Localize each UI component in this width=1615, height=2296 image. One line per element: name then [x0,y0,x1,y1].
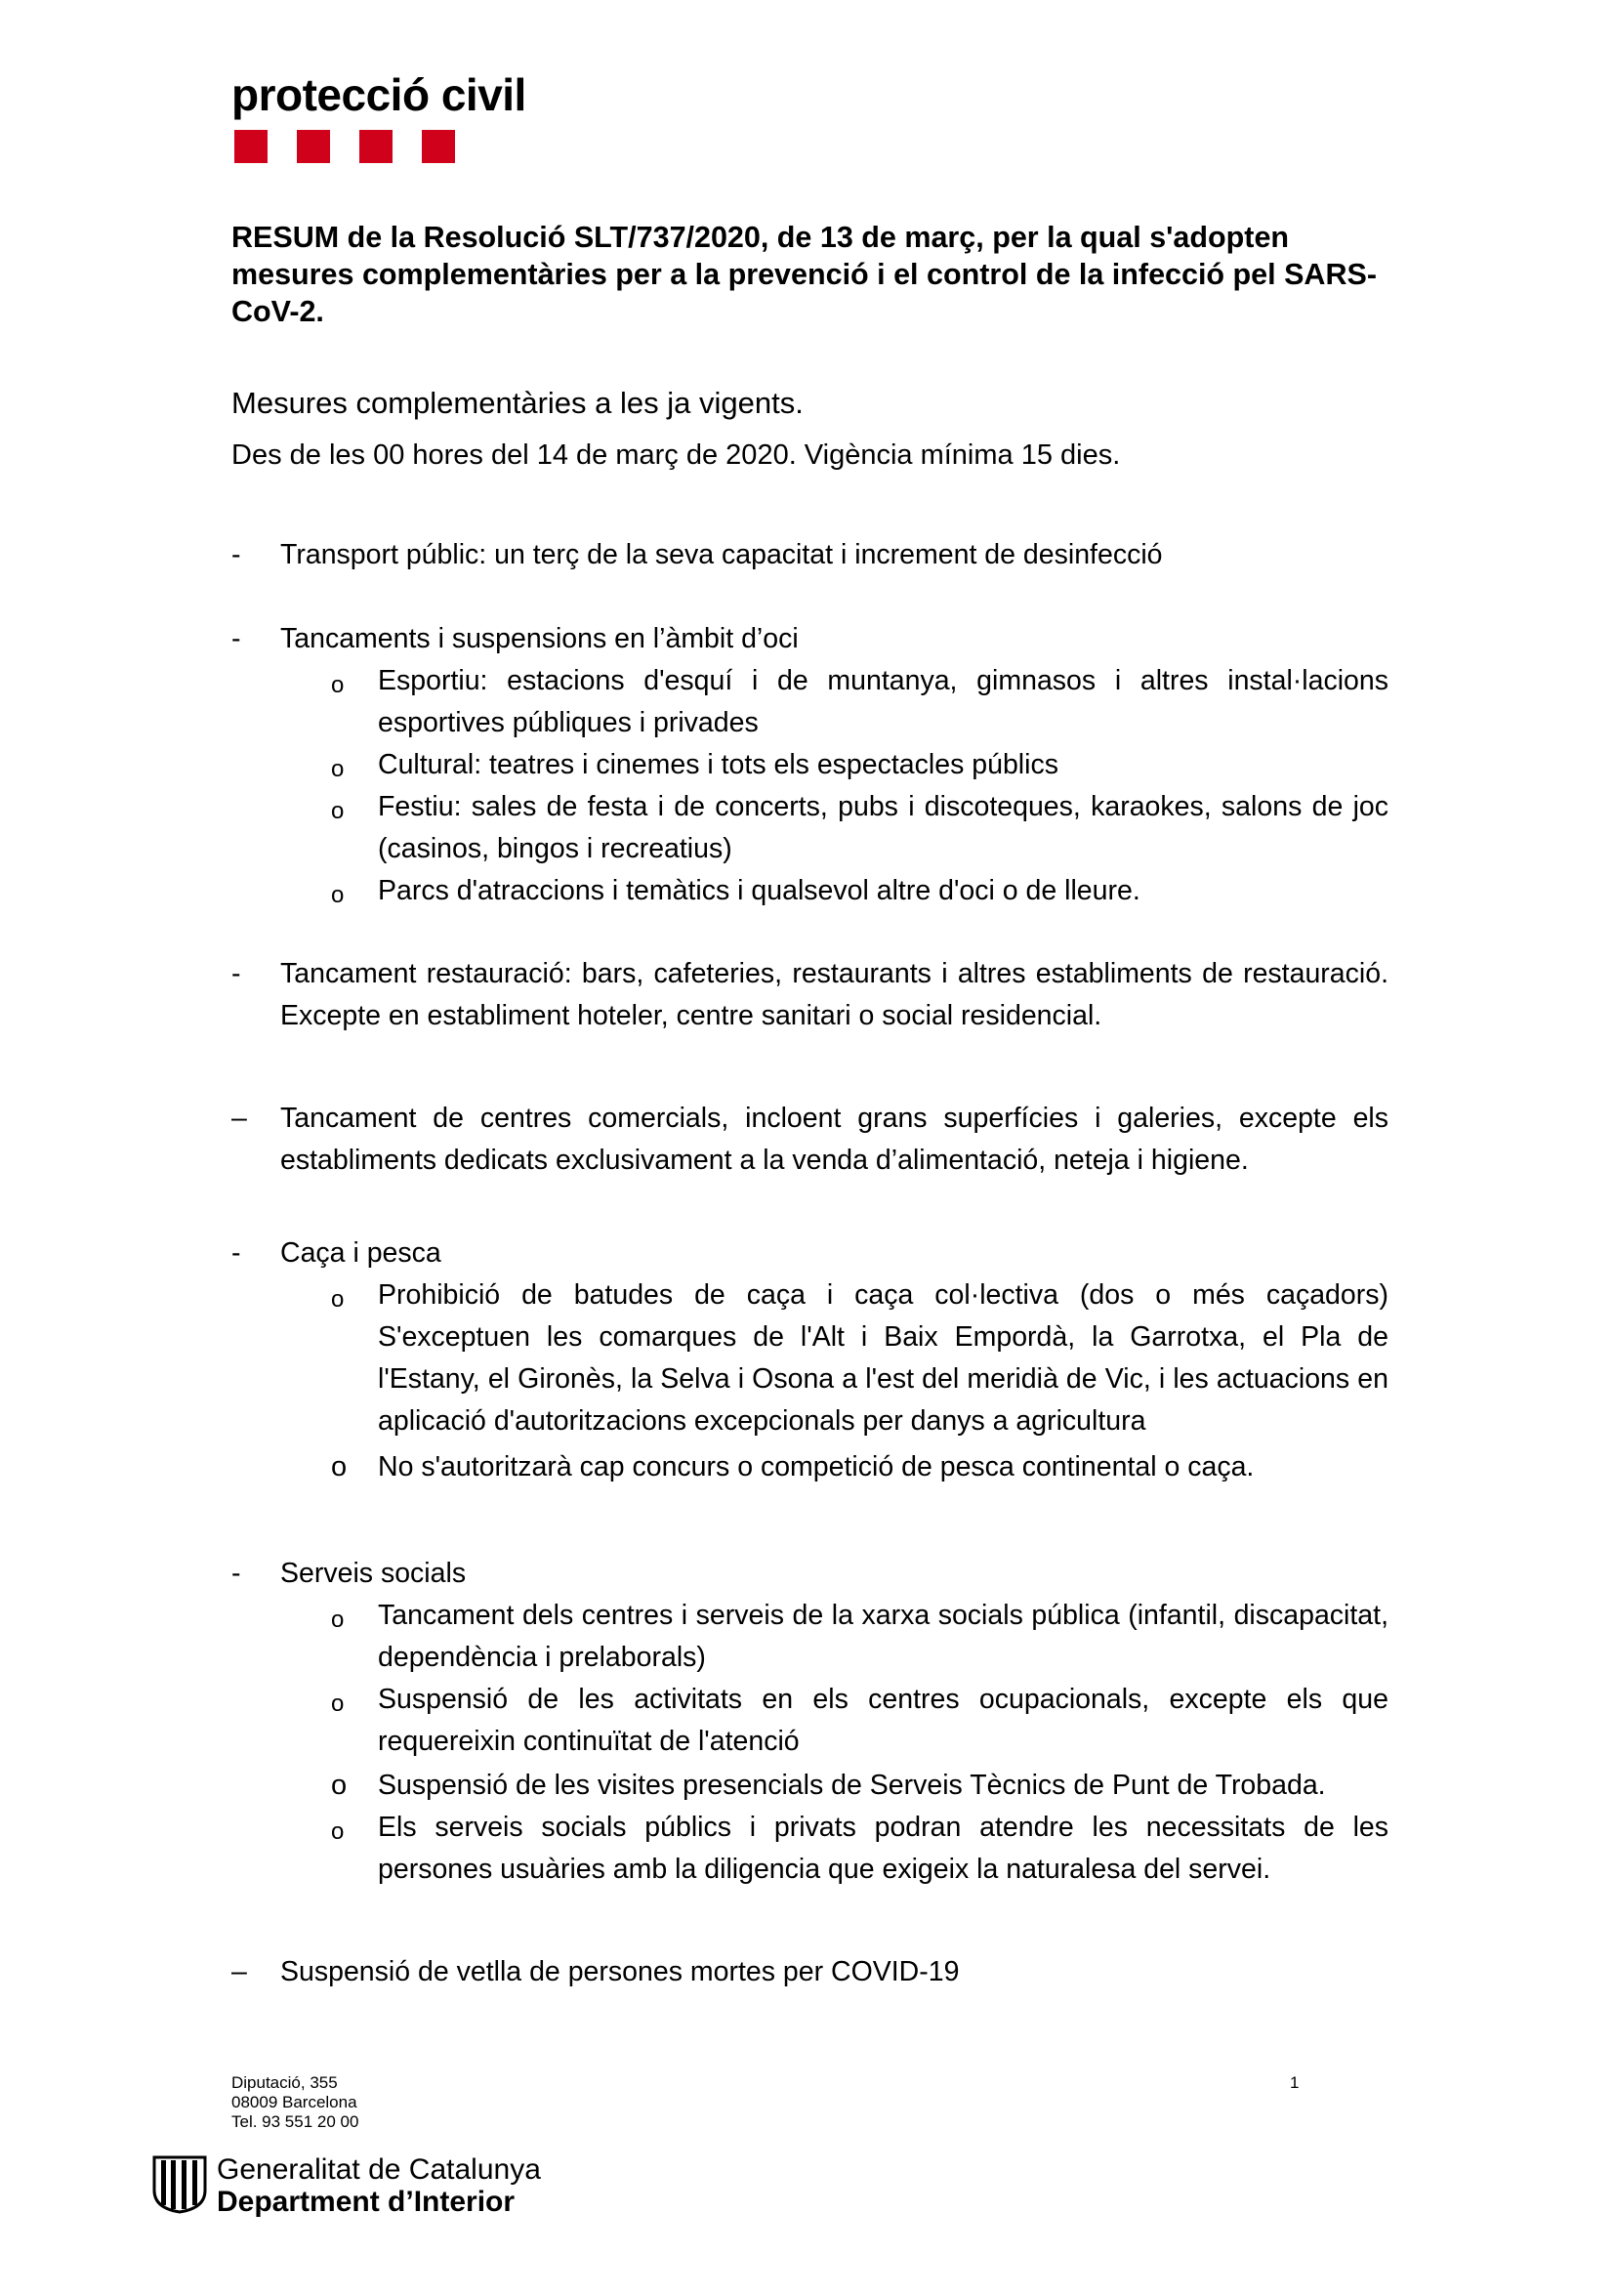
measure-shopping-centres [0,1098,1615,1182]
document-subtitle: Mesures complementàries a les ja vigents. [231,386,804,420]
generalitat-emblem-icon [152,2151,207,2214]
sub-list-item: o Els serveis socials públics i privats podran atendre les necessitats de les persones usuàries amb la diligencia que exigeix la naturalesa del servei. [0,1807,1388,1891]
page-number: 1 [1290,2073,1300,2092]
measure-restaurants [0,953,1615,1037]
measure-wakes [0,1951,1615,1993]
sub-list-item: o Suspensió de les activitats en els centres ocupacionals, excepte els que requereixin continuïtat de l'atenció [0,1679,1388,1763]
address-street: Diputació, 355 [231,2073,338,2092]
validity-note: Des de les 00 hores del 14 de març de 2020. Vigència mínima 15 dies. [231,439,1121,471]
list-item: - Transport públic: un terç de la seva capacitat i increment de desinfecció [0,534,1388,576]
address-city: 08009 Barcelona [231,2093,357,2111]
sub-list-item: o Esportiu: estacions d'esquí i de muntanya, gimnasos i altres instal·lacions esportives públiques i privades [0,660,1388,744]
list-item: - Serveis socials [0,1553,1388,1595]
measure-leisure [0,618,1615,912]
measure-social-services [0,1553,1615,1891]
sub-list-item: o Festiu: sales de festa i de concerts, pubs i discoteques, karaokes, salons de joc (casinos, bingos i recreatius) [0,786,1388,870]
protecció-civil-logo-text: protecció civil [231,69,526,120]
list-item: – Tancament de centres comercials, incloent grans superfícies i galeries, excepte els establiments dedicats exclusivament a la venda d’alimentació, neteja i higiene. [0,1098,1388,1182]
logo-square [359,130,393,163]
logo-square [297,130,330,163]
list-item: - Tancament restauració: bars, cafeteries, restaurants i altres establiments de restauració. Excepte en establiment hoteler, centre sanitari o social residencial. [0,953,1388,1037]
footer-address [231,2073,358,2132]
sub-list-item: o Prohibició de batudes de caça i caça col·lectiva (dos o més caçadors) S'exceptuen les comarques de l'Alt i Baix Empordà, la Garrotxa, el Pla de l'Estany, el Gironès, la Selva i Osona a l'est del meridià de Vic, i les actuacions en aplicació d'autoritzacions excepcionals per danys a agricultura [0,1274,1388,1442]
sub-list-item: o No s'autoritzarà cap concurs o competició de pesca continental o caça. [0,1446,1388,1488]
address-phone: Tel. 93 551 20 00 [231,2112,359,2131]
measure-hunting-fishing [0,1232,1615,1488]
measure-transport [0,534,1615,576]
list-item: – Suspensió de vetlla de persones mortes per COVID-19 [0,1951,1388,1993]
logo-square [234,130,268,163]
sub-list-item: o Parcs d'atraccions i temàtics i qualsevol altre d'oci o de lleure. [0,870,1388,912]
sub-list-item: o Suspensió de les visites presencials de Serveis Tècnics de Punt de Trobada. [0,1765,1388,1807]
sub-list-item: o Tancament dels centres i serveis de la xarxa socials pública (infantil, discapacitat, dependència i prelaborals) [0,1595,1388,1679]
document-title: RESUM de la Resolució SLT/737/2020, de 13 de març, per la qual s'adopten mesures complementàries per a la prevenció i el control de la infecció pel SARS-CoV-2. [231,221,1377,328]
list-item: - Caça i pesca [0,1232,1388,1274]
protecció-civil-logo-squares [234,130,455,163]
list-item: - Tancaments i suspensions en l’àmbit d’oci [0,618,1388,660]
org-name: Generalitat de Catalunya [217,2153,541,2186]
logo-square [422,130,455,163]
sub-list-item: o Cultural: teatres i cinemes i tots els espectacles públics [0,744,1388,786]
org-department: Department d’Interior [217,2186,516,2218]
